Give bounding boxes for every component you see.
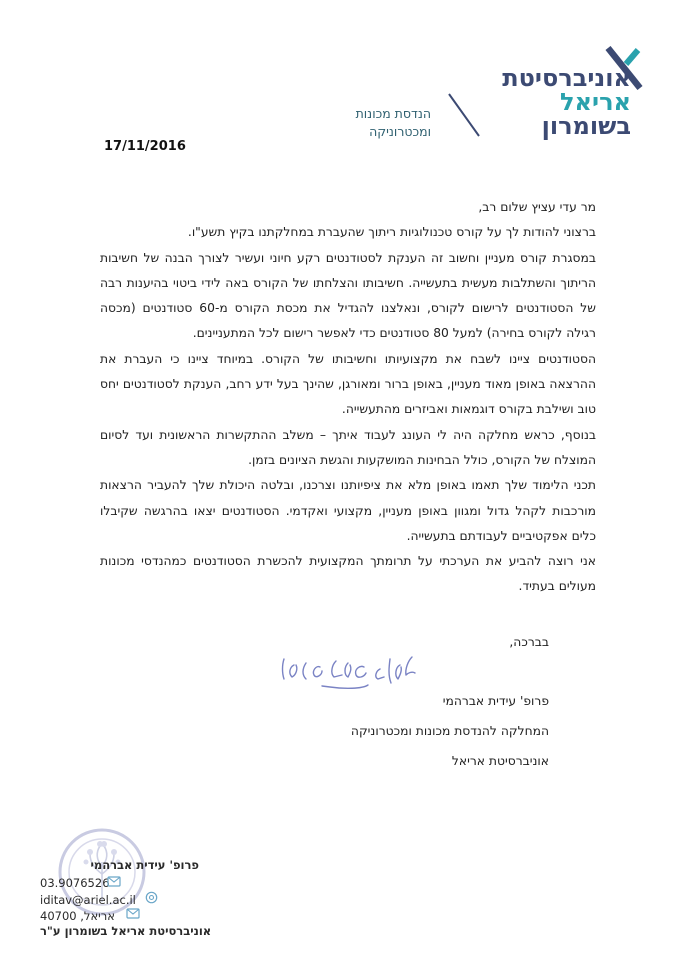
letter-paragraph-1: ברצוני להודות לך על קורס טכנולוגיות ריתוך שהעברת במחלקתנו בקיץ תשע"ו. bbox=[187, 225, 596, 240]
phone-icon bbox=[107, 876, 121, 887]
letter-body bbox=[100, 195, 596, 600]
stamp-university: אוניברסיטת אריאל בשומרון ע"ר bbox=[40, 924, 212, 938]
letter-paragraph-2: במסגרת קורס מעניין וחשוב זה הענקת לסטודנטים רקע חיוני ועשיר לצורך הבנה של חשיבות הריתוך והשתלבות מעשית בתעשייה. חשיבותו והצלחתו של הקורס באה לידי ביטוי בהיענות רבה של הסטודנטים לרישום לקורס, ונאלצנו להגדיל את מכסת הקורס מ-60 סטודנטים (מכסה רגילה לקורס בחירה) למעל 80 סטודנטים כדי לאפשר רישום לכל המתעניינים. bbox=[100, 250, 597, 341]
stamp-city: אריאל, 40700 bbox=[40, 909, 115, 923]
university-name-line-3: בשומרון bbox=[541, 112, 631, 140]
university-name-line-2: אריאל bbox=[560, 88, 631, 116]
department-slash-icon bbox=[447, 92, 481, 138]
letter-paragraph-5: תכני הלימוד שלך תאמו באופן מלא את ציפיותנו וצרכנו, ובלטה היכולת שלך להעביר הרצאות מורכבות לקהל גדול ומגוון באופן מעניין, מקצועי ואקדמי. הסטודנטים יצאו בהרגשה שקיבלו כלים אפקטיביים לעבודתם בתעשייה. bbox=[100, 478, 596, 543]
letter-paragraph-3: הסטודנטים ציינו לשבח את מקצועיותו וחשיבותו של הקורס. במיוחד ציינו כי העברת את ההרצאה באופן מאוד מעניין, באופן ברור ומאורגן, שהינך בעל ידע רחב, הענקת לסטודנטים יחס טוב ושילבת בקורס דוגמאות ואביזרים מהתעשייה. bbox=[100, 351, 596, 417]
at-icon bbox=[145, 891, 158, 904]
stamp-email: iditav@ariel.ac.il bbox=[40, 893, 136, 907]
signer-department: המחלקה להנדסת מכונות ומכטרוניקה bbox=[350, 724, 549, 738]
handwritten-signature bbox=[272, 645, 422, 697]
letter-closing: בברכה, bbox=[509, 635, 549, 649]
signer-university: אוניברסיטת אריאל bbox=[451, 754, 549, 768]
signer-name: פרופ' עידית אברהמי bbox=[442, 694, 549, 708]
university-seal-watermark-icon bbox=[56, 822, 148, 922]
letter-greeting: מר עדי עציץ שלום רב, bbox=[478, 200, 596, 214]
department-name-line-1: הנדסת מכונות bbox=[355, 106, 431, 121]
department-name-line-2: ומכטרוניקה bbox=[369, 124, 431, 139]
letter-paragraph-4: בנוסף, כראש מחלקה היה לי העונג לעבוד איתך – משלב ההתקשרות הראשונית ועד לסיום המוצלח של הקורס, כולל הבחינות המושקעות והגשת הציונים בזמן. bbox=[100, 427, 596, 467]
university-name-line-1: אוניברסיטת bbox=[502, 64, 631, 92]
letter-paragraph-6: אני רוצה להביע את הערכתי על תרומתך המקצועית להכשרת הסטודנטים כמהנדסי מכונות מעולים בעתיד. bbox=[100, 554, 596, 594]
stamp-phone: 03.9076526 bbox=[40, 876, 110, 890]
envelope-icon bbox=[126, 908, 140, 919]
letter-date: 17/11/2016 bbox=[104, 139, 186, 154]
stamp-name: פרופ' עידית אברהמי bbox=[90, 858, 199, 872]
